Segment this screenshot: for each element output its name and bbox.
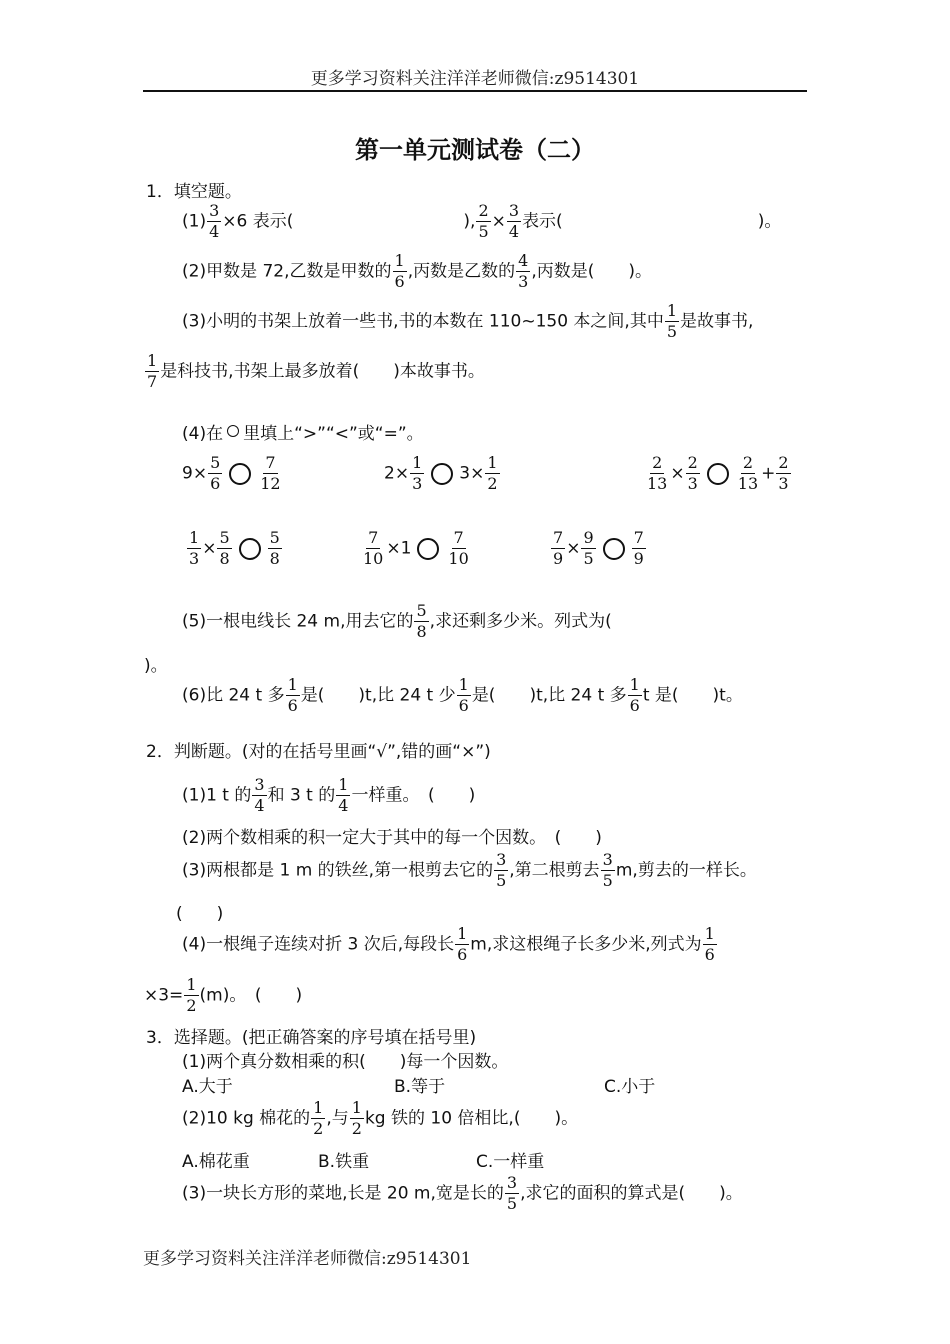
compare-circle[interactable] bbox=[239, 538, 261, 560]
compare-6: $\frac{7}{9}$ × $\frac{9}{5}$ $\frac{7}{9}$ bbox=[553, 528, 644, 568]
s2-q3: (3)两根都是 1 m 的铁丝,第一根剪去它的 $\frac{3}{5}$ ,第二根剪去 $\frac{3}{5}$ m,剪去的一样长。 bbox=[182, 850, 757, 890]
section-1-heading: 1．填空题。 bbox=[146, 182, 242, 202]
compare-1: 9× $\frac{5}{6}$ $\frac{7}{12}$ bbox=[182, 453, 281, 493]
s2-q4-line2: ×3= $\frac{1}{2}$ (m)。 ( ) bbox=[144, 975, 303, 1015]
s3-q2: (2)10 kg 棉花的 $\frac{1}{2}$ ,与 $\frac{1}{2}$ kg 铁的 10 倍相比,( )。 bbox=[182, 1098, 579, 1138]
fraction: $\frac{2}{5}$ bbox=[478, 201, 489, 241]
s2-q2: (2)两个数相乘的积一定大于其中的每一个因数。 ( ) bbox=[182, 828, 602, 848]
fraction: $\frac{1}{7}$ bbox=[147, 351, 158, 391]
compare-4: $\frac{1}{3}$ × $\frac{5}{8}$ $\frac{5}{8}$ bbox=[189, 528, 280, 568]
s3-q2-option-c: C.一样重 bbox=[476, 1152, 545, 1172]
fraction: $\frac{1}{5}$ bbox=[666, 301, 678, 341]
compare-3: $\frac{2}{13}$ × $\frac{2}{3}$ $\frac{2}{13}$ + $\frac{2}{3}$ bbox=[647, 453, 789, 493]
s2-q4-line1: (4)一根绳子连续对折 3 次后,每段长 $\frac{1}{6}$ m,求这根绳子长多少米,列式为 $\frac{1}{6}$ bbox=[182, 924, 715, 964]
fraction: $\frac{3}{4}$ bbox=[508, 201, 520, 241]
s1-q1: (1) $\frac{3}{4}$ ×6 表示( ), $\frac{2}{5}$ × $\frac{3}{4}$ 表示( )。 bbox=[182, 201, 782, 241]
section-3-heading: 3．选择题。(把正确答案的序号填在括号里) bbox=[146, 1028, 477, 1048]
s1-q4-instruction: (4)在 里填上“>”“<”或“=”。 bbox=[182, 424, 424, 444]
s3-q2-option-a: A.棉花重 bbox=[182, 1152, 250, 1172]
s2-q3-paren: ( ) bbox=[176, 904, 224, 924]
s3-q3: (3)一块长方形的菜地,长是 20 m,宽是长的 $\frac{3}{5}$ ,求它的面积的算式是( )。 bbox=[182, 1173, 743, 1213]
fraction: $\frac{1}{6}$ bbox=[394, 251, 405, 291]
compare-circle[interactable] bbox=[431, 463, 453, 485]
section-2-heading: 2．判断题。(对的在括号里画“√”,错的画“×”) bbox=[146, 742, 491, 762]
header-note: 更多学习资料关注洋洋老师微信:z9514301 bbox=[310, 69, 640, 89]
compare-2: 2× $\frac{1}{3}$ 3× $\frac{1}{2}$ bbox=[384, 453, 498, 493]
compare-circle[interactable] bbox=[417, 538, 439, 560]
compare-circle[interactable] bbox=[707, 463, 729, 485]
circle-icon bbox=[227, 425, 239, 437]
s1-q6: (6)比 24 t 多 $\frac{1}{6}$ 是( )t,比 24 t 少 $\frac{1}{6}$ 是( )t,比 24 t 多 $\frac{1}{6}$ t 是( )t。 bbox=[182, 675, 743, 715]
s1-q3-line1: (3)小明的书架上放着一些书,书的本数在 110~150 本之间,其中 $\frac{1}{5}$ 是故事书, bbox=[182, 301, 754, 341]
page-title: 第一单元测试卷（二） bbox=[355, 135, 595, 164]
header-divider bbox=[143, 90, 807, 92]
s1-q1-text-d: 表示( bbox=[522, 211, 563, 232]
s1-q1-text-b: ×6 表示( bbox=[222, 211, 294, 232]
s3-q1-option-c: C.小于 bbox=[604, 1077, 656, 1097]
s1-q5: (5)一根电线长 24 m,用去它的 $\frac{5}{8}$ ,求还剩多少米。列式为( bbox=[182, 601, 612, 641]
compare-5: $\frac{7}{10}$ ×1 $\frac{7}{10}$ bbox=[363, 528, 469, 568]
s2-q1: (1)1 t 的 $\frac{3}{4}$ 和 3 t 的 $\frac{1}{4}$ 一样重。 ( ) bbox=[182, 775, 476, 815]
s3-q1-option-a: A.大于 bbox=[182, 1077, 233, 1097]
s1-q1-text-a: (1) bbox=[182, 211, 207, 232]
fraction: $\frac{4}{3}$ bbox=[518, 251, 529, 291]
s3-q1: (1)两个真分数相乘的积( )每一个因数。 bbox=[182, 1052, 509, 1072]
s1-q3-line2: $\frac{1}{7}$ 是科技书,书架上最多放着( )本故事书。 bbox=[147, 351, 485, 391]
s1-q1-text-e: )。 bbox=[757, 211, 782, 232]
footer-note: 更多学习资料关注洋洋老师微信:z9514301 bbox=[143, 1249, 472, 1269]
s1-q1-text-c: ), bbox=[463, 211, 476, 232]
compare-circle[interactable] bbox=[229, 463, 251, 485]
s3-q1-option-b: B.等于 bbox=[394, 1077, 446, 1097]
fraction: $\frac{3}{4}$ bbox=[209, 201, 220, 241]
s1-q2: (2)甲数是 72,乙数是甲数的 $\frac{1}{6}$ ,丙数是乙数的 $\frac{4}{3}$ ,丙数是( )。 bbox=[182, 251, 652, 291]
compare-circle[interactable] bbox=[603, 538, 625, 560]
s1-q5-end: )。 bbox=[144, 656, 168, 676]
s3-q2-option-b: B.铁重 bbox=[318, 1152, 370, 1172]
